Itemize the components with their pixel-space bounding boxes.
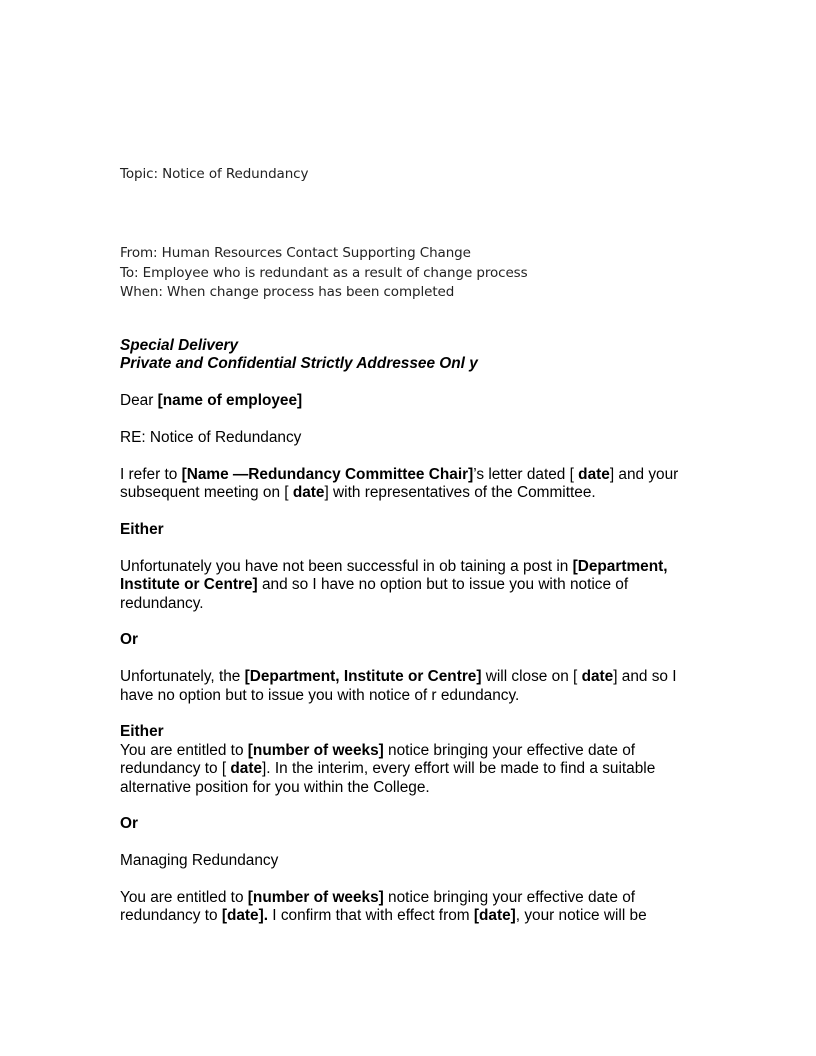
weeks-placeholder: [number of weeks] [247, 889, 384, 907]
text-run: I confirm that with effect from [268, 907, 474, 925]
re-line: RE: Notice of Redundancy [120, 429, 302, 446]
salutation [120, 392, 705, 410]
paragraph-closure [120, 668, 705, 705]
from-line: From: Human Resources Contact Supporting Change [120, 245, 471, 261]
text-run: ] and so I have no option but to issue you with notice of r edundancy. [120, 668, 677, 704]
text-run: , your notice will be [515, 907, 647, 925]
text-run: Unfortunately you have not been successful in ob taining a post in [120, 557, 573, 575]
department-placeholder: [Department, Institute or Centre] [244, 668, 482, 686]
paragraph-entitled-confirm [120, 889, 705, 926]
text-run: ]. In the interim, every effort will be made to find a suitable alternative position for you within the College. [120, 760, 656, 796]
department-placeholder: [Department, Institute or Centre] [120, 557, 668, 594]
text-run: Unfortunately, the [120, 668, 245, 686]
date-placeholder: date [292, 484, 325, 502]
weeks-placeholder: [number of weeks] [247, 741, 384, 759]
chair-placeholder: [Name —Redundancy Committee Chair] [181, 465, 474, 483]
or-heading: Or [120, 631, 138, 649]
text-run: will close on [ [481, 668, 582, 686]
paragraph-refer [120, 466, 705, 503]
when-line: When: When change process has been completed [120, 284, 455, 300]
text-run: and so I have no option but to issue you with notice of redundancy. [120, 576, 629, 612]
date-placeholder: date [578, 465, 610, 483]
date-placeholder: date [581, 668, 614, 686]
salutation-text: Dear [120, 392, 158, 410]
paragraph-entitled [120, 742, 705, 797]
text-run: notice bringing your effective date of redundancy to [120, 889, 636, 925]
managing-heading: Managing Redundancy [120, 852, 279, 870]
either-heading: Either [120, 521, 164, 538]
or-heading: Or [120, 815, 138, 833]
date-placeholder: date [230, 760, 263, 778]
text-run: I refer to [120, 465, 182, 483]
date-placeholder: [date]. [221, 907, 269, 925]
to-line: To: Employee who is redundant as a result of change process [120, 264, 528, 281]
topic-line: Topic: Notice of Redundancy [120, 166, 309, 182]
paragraph-no-post [120, 558, 705, 613]
either-heading: Either [120, 723, 164, 741]
text-run: ] with representatives of the Committee. [324, 484, 596, 502]
confidential-line: Private and Confidential Strictly Addressee Onl y [120, 355, 478, 373]
text-run: notice bringing your effective date of redundancy to [ [120, 741, 636, 778]
text-run: ] and your subsequent meeting on [ [120, 465, 679, 502]
routing-block [120, 244, 528, 303]
text-run: You are entitled to [120, 741, 248, 759]
letter-body [120, 337, 705, 926]
delivery-line: Special Delivery [120, 337, 239, 354]
date-placeholder: [date] [473, 907, 516, 925]
text-run: You are entitled to [120, 889, 248, 907]
employee-name-placeholder: [name of employee] [157, 392, 303, 410]
text-run: ’s letter dated [ [473, 465, 579, 483]
